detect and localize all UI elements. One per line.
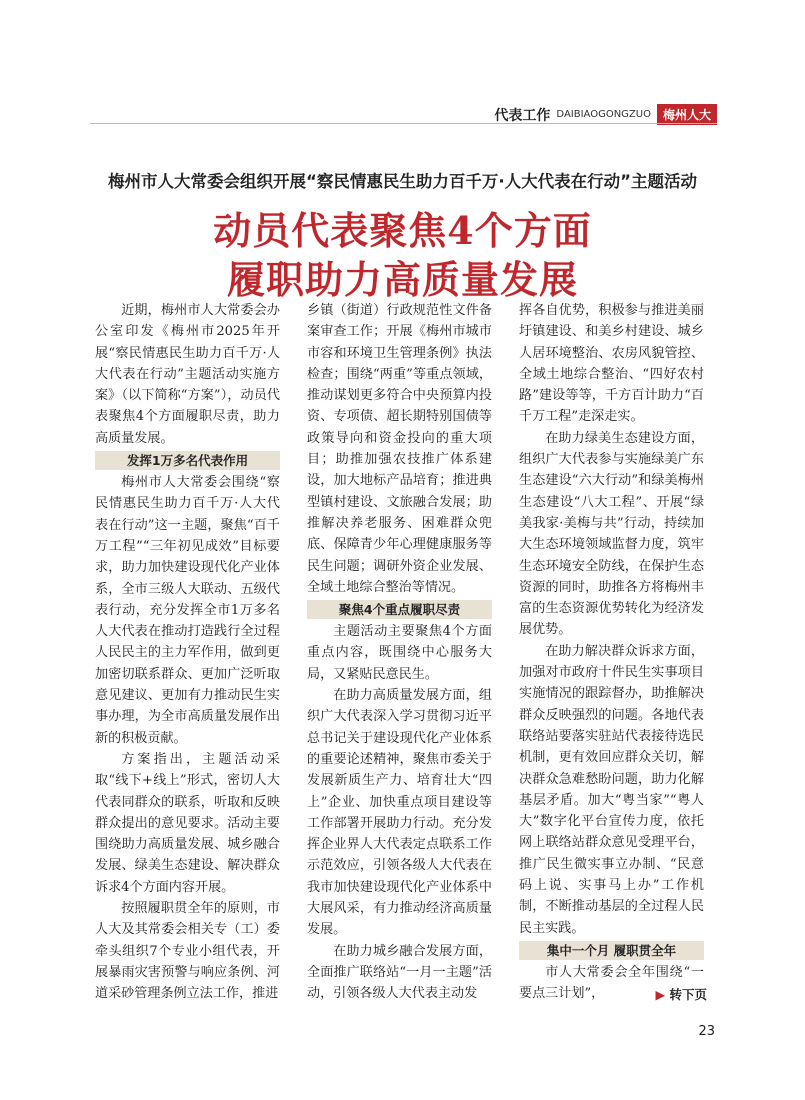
paragraph: 挥各自优势，积极参与推进美丽圩镇建设、和美乡村建设、城乡人居环境整治、农房风貌管控、全域土地综合整治、“四好农村路”建设等等，千方百计助力“百千万工程”走深走实。 [519,303,704,425]
paragraph: 近期，梅州市人大常委会办公室印发《梅州市2025年开展“察民情惠民生助力百千万·人大代表在行动”主题活动实施方案》（以下简称“方案”），动员代表聚焦4个方面履职尽责，助力高质量发展。 [95,303,280,446]
column-1 [95,300,280,1005]
subheading: 聚焦4个重点履职尽责 [307,600,492,619]
paragraph: 按照履职贯全年的原则，市人大及其常委会相关专（工）委牵头组织7个专业小组代表，开展暴雨灾害预警与响应条例、河道采砂管理条例立法工作，推进 [95,901,280,1002]
subheading: 集中一个月 履职贯全年 [519,941,704,960]
magazine-logo: 梅州人大 [657,104,717,125]
section-title: 代表工作 [494,107,551,124]
article-title-line2: 履职助力高质量发展 [226,257,578,302]
section-header [494,104,717,125]
page-number: 23 [698,1024,715,1039]
paragraph: 方案指出，主题活动采取“线下+线上”形式，密切人大代表同群众的联系，听取和反映群众提出的意见要求。活动主要围绕助力高质量发展、城乡融合发展、绿美生态建设、解决群众诉求4个方面内容开展。 [95,751,280,895]
continued-notice [656,985,708,1003]
paragraph: 在助力解决群众诉求方面，加强对市政府十件民生实事项目实施情况的跟踪督办，助推解决群众反映强烈的问题。各地代表联络站要落实驻站代表接待选民机制，更有效回应群众关切，解决群众急难愁盼问题，助力化解基层矛盾。加大“粤当家”“粤人大”数字化平台宣传力度，依托网上联络站群众意见受理平台，推广民生微实事立办制、“民意码上说、实事马上办”工作机制，不断推动基层的全过程人民民主实践。 [519,643,704,936]
paragraph: 主题活动主要聚焦4个方面重点内容，既围绕中心服务大局，又紧贴民意民生。 [307,624,492,682]
paragraph: 在助力城乡融合发展方面，全面推广联络站“一月一主题”活动，引领各级人大代表主动发 [307,943,492,1002]
play-arrow-icon: ▶ [655,987,666,1002]
paragraph: 梅州市人大常委会围绕“察民情惠民生助力百千万·人大代表在行动”这一主题，聚焦“百千万工程”“三年初见成效”目标要求，助力加快建设现代化产业体系，全市三级人大联动、五级代表行动，充分发挥全市1万多名人大代表在推动打造践行全过程人民民主的主力军作用，做到更加密切联系群众、更加广泛听取意见建议、更加有力推动民生实事办理，为全市高质量发展作出新的积极贡献。 [95,475,280,746]
paragraph: 市人大常委会全年围绕“一要点三计划”， [519,964,704,1002]
article-pretitle: 梅州市人大常委会组织开展“察民情惠民生助力百千万·人大代表在行动”主题活动 [108,172,697,191]
subheading: 发挥1万多名代表作用 [95,451,280,470]
section-title-pinyin: DAIBIAOGONGZUO [556,109,651,120]
header-divider [90,123,717,124]
paragraph: 乡镇（街道）行政规范性文件备案审查工作；开展《梅州市城市市容和环境卫生管理条例》执法检查；围绕“两重”等重点领域，推动谋划更多符合中央预算内投资、专项债、超长期特别国债等政策导向和资金投向的重大项目；助推加强农技推广体系建设，加大地标产品培育；推进典型镇村建设、文旅融合发展；助推解决养老服务、困难群众兜底、保障青少年心理健康服务等民生问题；调研外资企业发展、全域土地综合整治等情况。 [307,303,492,595]
continued-label: 转下页 [669,987,707,1002]
column-2 [307,300,492,1005]
column-3 [519,300,704,1005]
paragraph: 在助力高质量发展方面，组织广大代表深入学习贯彻习近平总书记关于建设现代化产业体系的重要论述精神，聚焦市委关于发展新质生产力、培育壮大“四上”企业、加快重点项目建设等工作部署开展助力行动。充分发挥企业界人大代表定点联系工作示范效应，引领各级人大代表在我市加快建设现代化产业体系中大展风采，有力推动经济高质量发展。 [307,688,492,938]
article-title-line1: 动员代表聚焦4个方面 [213,208,592,253]
paragraph: 在助力绿美生态建设方面，组织广大代表参与实施绿美广东生态建设“六大行动”和绿美梅州生态建设“八大工程”、开展“绿美我家·美梅与共”行动，持续加大生态环境领域监督力度，筑牢生态环境安全防线，在保护生态资源的同时，助推各方将梅州丰富的生态资源优势转化为经济发展优势。 [519,430,704,638]
